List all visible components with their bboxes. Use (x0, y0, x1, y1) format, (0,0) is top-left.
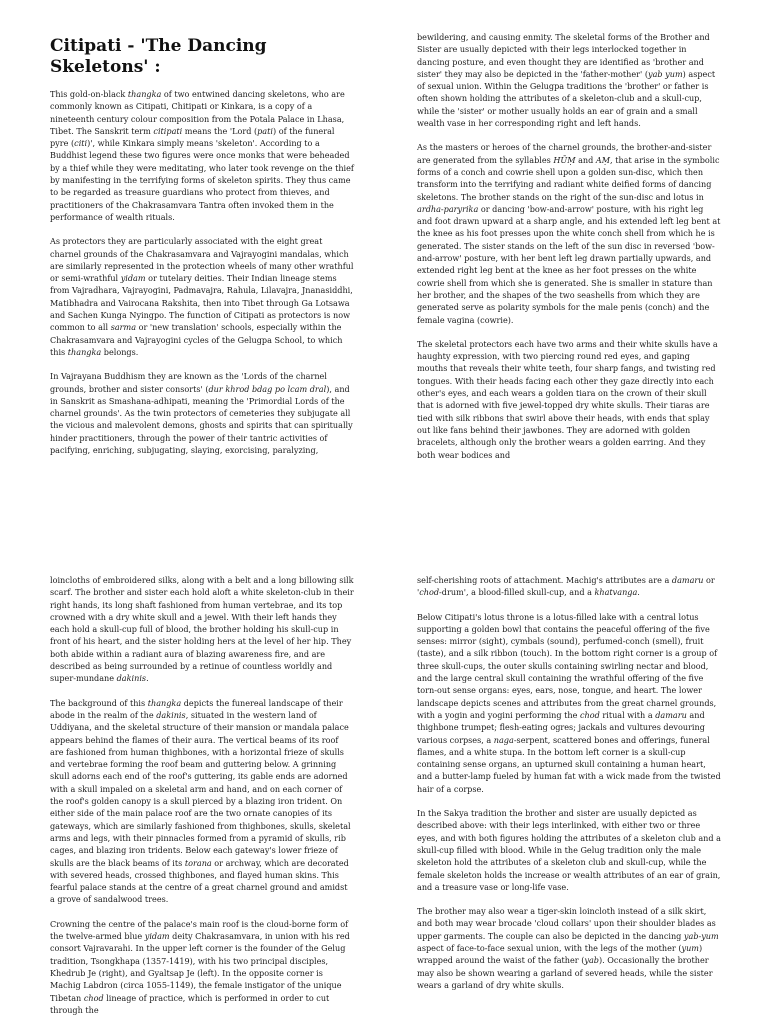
paragraph: As protectors they are particularly associated with the eight great charnel grounds of the Chakrasamvara and Vajrayogini mandalas, which are similarly represented in the protection wheels of many other wrathful or semi-wrathful yidam or tutelary deities. Their Indian lineage stems from Vajradhara, Vajrayogini, Padmavajra, Rahula, Lilavajra, Jnanasiddhi, Matibhadra and Vairocana Rakshita, then into Tibet through Ga Lotsawa and Sachen Kunga Nyingpo. The function of Citipati as protectors is now common to all sarma or 'new translation' schools, especially within the Chakrasamvara and Vajrayogini cycles of the Gelugpa School, to which this thangka belongs. (50, 236, 354, 357)
italic-term: torana (184, 857, 212, 868)
italic-term: pati (257, 125, 273, 136)
italic-term: khatvanga (594, 587, 638, 598)
italic-term: naga (493, 734, 514, 745)
paragraph: The brother may also wear a tiger-skin loincloth instead of a silk skirt, and both may wear brocade 'cloud collars' upon their shoulder blades as upper garments. The couple can also be depicted in the dancing yab-yum aspect of face-to-face sexual union, with the legs of the mother (yum) wrapped around the waist of the father (yab). Occasionally the brother may also be shown wearing a garland of severed heads, while the sister wears a garland of dry white skulls. (417, 906, 719, 990)
paragraph: self-cherishing roots of attachment. Machig's attributes are a damaru or 'chod-drum', a blood-filled skull-cup, and a khatvanga. (417, 575, 715, 598)
italic-term: thangka (127, 89, 162, 99)
italic-term: chod (83, 992, 104, 1003)
page-title: Citipati - 'The Dancing Skeletons' : (50, 36, 267, 77)
italic-term: sarma (110, 322, 137, 333)
italic-term: yidam (144, 931, 170, 942)
paragraph: In Vajrayana Buddhism they are known as the 'Lords of the charnel grounds, brother and sister consorts' (dur khrod bdag po lcam dral), and in Sanskrit as Smashana-adhipati, meaning the 'Primordial Lords of the charnel grounds'. As the twin protectors of cemeteries they subjugate all the vicious and malevolent demons, ghosts and spirits that can spiritually hinder practitioners, through the power of their tantric activities of pacifying, enriching, subjugating, slaying, exorcising, paralyzing, (50, 371, 353, 456)
italic-term: AṂ (595, 154, 611, 165)
page2-right-column (417, 574, 721, 1003)
page1-right-body (417, 31, 721, 461)
italic-term: yab-yum (683, 930, 719, 941)
paragraph: In the Sakya tradition the brother and sister are usually depicted as described above: with their legs interlinked, with either two or three eyes, and with both figures holding the attributes of a skeleton club and a skull-cup filled with blood. While in the Gelug tradition only the male skeleton hold the attributes of a skeleton club and skull-cup, while the female skeleton holds the increase or wealth attributes of an ear of grain, and a treasure vase or long-life vase. (417, 808, 721, 892)
italic-term: HŪṂ (553, 154, 576, 165)
italic-term: yidam (120, 273, 146, 284)
italic-term: yum (681, 943, 699, 954)
page1-left-body (50, 88, 354, 456)
italic-term: dur khrod bdag po lcam dral (208, 383, 327, 394)
italic-term: citipati (153, 125, 183, 136)
page2-right-body (417, 574, 721, 991)
italic-term: damaru (671, 575, 704, 585)
paragraph: Below Citipati's lotus throne is a lotus-filled lake with a central lotus supporting a golden bowl that contains the peaceful offering of the five senses: mirror (sight), cymbals (sound), perfumed-conch (smell), fruit (taste), and a silk ribbon (touch). In the bottom right corner is a group of three skull-cups, the outer skulls containing swirling nectar and blood, and the large central skull containing the wrathful offering of the five torn-out sense organs: eyes, ears, nose, tongue, and heart. The lower landscape depicts scenes and attributes from the great charnel grounds, with a yogin and yogini performing the chod ritual with a damaru and thighbone trumpet; flesh-eating ogres; jackals and vultures devouring various corpses, a naga-serpent, scattered bones and offerings, funeral flames, and a white stupa. In the bottom left corner is a skull-cup containing sense organs, an upturned skull containing a human heart, and a butter-lamp fueled by human fat with a wick made from the twisted hair of a corpse. (417, 611, 721, 794)
paragraph: As the masters or heroes of the charnel grounds, the brother-and-sister are generated from the syllables HŪṂ and AṂ, that arise in the symbolic forms of a conch and cowrie shell upon a golden sun-disc, which then transform into the terrifying and radiant white deified forms of dancing skeletons. The brother stands on the right of the sun-disc and lotus in ardha-paryrika or dancing 'bow-and-arrow' posture, with his right leg and foot drawn upward at a sharp angle, and his extended left leg bent at the knee as his foot presses upon the white conch shell from which he is generated. The sister stands on the left of the sun disc in reversed 'bow-and-arrow' posture, with her bent left leg drawn partially upwards, and extended right leg bent at the knee as her foot presses on the white cowrie shell from which she is generated. She is smaller in stature than her brother, and the shapes of the two seashells from which they are generated serve as polarity symbols for the male penis (conch) and the female vagina (cowrie). (417, 142, 721, 325)
page2-left-column (50, 574, 354, 1028)
italic-term: thangka (67, 346, 102, 357)
page2-left-body (50, 574, 354, 1016)
italic-term: ardha-paryrika (417, 203, 479, 214)
italic-term: damaru (655, 709, 687, 720)
italic-term: dakinis (156, 709, 186, 720)
italic-term: chod (419, 587, 440, 598)
italic-term: thangka (147, 697, 182, 708)
paragraph: loincloths of embroidered silks, along with a belt and a long billowing silk scarf. The brother and sister each hold aloft a white skeleton-club in their right hands, its long shaft fashioned from human vertebrae, and its top crowned with a dry white skull and a jewel. With their left hands they each hold a skull-cup full of blood, the brother holding his skull-cup in front of his heart, and the sister holding hers at the level of her hip. They both abide within a radiant aura of blazing awareness fire, and are described as being surrounded by a retinue of countless worldly and super-mundane dakinis. (50, 575, 354, 684)
italic-term: citi (74, 138, 88, 149)
paragraph: bewildering, and causing enmity. The skeletal forms of the Brother and Sister are usually depicted with their legs interlocked together in dancing posture, and even thought they are identified as 'brother and sister' they may also be depicted in the 'father-mother' (yab yum) aspect of sexual union. Within the Gelugpa traditions the 'brother' or father is often shown holding the attributes of a skeleton-club and a skull-cup, while the 'sister' or mother usually holds an ear of grain and a small wealth vase in her corresponding right and left hands. (417, 32, 716, 129)
page1-left-column (50, 31, 354, 468)
italic-term: dakinis (116, 673, 147, 684)
italic-term: yab yum (648, 68, 683, 79)
italic-term: yab (584, 955, 599, 966)
italic-term: chod (579, 709, 600, 720)
paragraph: The background of this thangka depicts the funereal landscape of their abode in the realm of the dakinis, situated in the western land of Uddiyana, and the skeletal structure of their mansion or mandala palace appears behind the flames of their aura. The vertical beams of its roof are fashioned from human thighbones, with a horizontal frieze of skulls and vertebrae forming the roof beam and guttering below. A grinning skull adorns each end of the roof's guttering, its gable ends are adorned with a skull impaled on a skeletal arm and hand, and on each corner of the roof's golden canopy is a skull pierced by a blazing iron trident. On either side of the main palace roof are the two ornate canopies of its gateways, which are similarly fashioned from thighbones, skulls, skeletal arms and legs, with their pinnacles formed from a pyramid of skulls, rib cages, and blazing iron tridents. Below each gateway's lower frieze of skulls are the black beams of its torana or archway, which are decorated with severed heads, crossed thighbones, and flayed human skins. This fearful palace stands at the centre of a great charnel ground and amidst a grove of sandalwood trees. (50, 697, 351, 905)
paragraph: The skeletal protectors each have two arms and their white skulls have a haughty expression, with two piercing round red eyes, and gaping mouths that reveals their white teeth, four sharp fangs, and twisting red tongues. With their heads facing each other they gaze directly into each other's eyes, and each wears a golden tiara on the crown of their skull that is adorned with five jewel-topped dry white skulls. Their tiaras are tied with silk ribbons that swirl above their heads, with ends that splay out like fans behind their jawbones. They are adorned with golden bracelets, although only the brother wears a golden earring. And they both wear bodices and (417, 338, 718, 460)
page1-right-column (417, 31, 721, 473)
paragraph: This gold-on-black thangka of two entwined dancing skeletons, who are commonly known as Citipati, Chitipati or Kinkara, is a copy of a nineteenth century colour composition from the Potala Palace in Lhasa, Tibet. The Sanskrit term citipati means the 'Lord (pati) of the funeral pyre (citi)', while Kinkara simply means 'skeleton'. According to a Buddhist legend these two figures were once monks that were beheaded by a thief while they were meditating, who later took revenge on the thief by manifesting in the terrifying forms of skeleton spirits. They thus came to be regarded as treasure guardians who protect from thieves, and practitioners of the Chakrasamvara Tantra often invoked them in the performance of wealth rituals. (50, 89, 354, 222)
paragraph: Crowning the centre of the palace's main roof is the cloud-borne form of the twelve-armed blue yidam deity Chakrasamvara, in union with his red consort Vajravarahi. In the upper left corner is the founder of the Gelug tradition, Tsongkhapa (1357-1419), with his two principal disciples, Khedrub Je (right), and Gyaltsap Je (left). In the opposite corner is Machig Labdron (circa 1055-1149), the female instigator of the unique Tibetan chod lineage of practice, which is performed in order to cut through the (50, 918, 350, 1015)
